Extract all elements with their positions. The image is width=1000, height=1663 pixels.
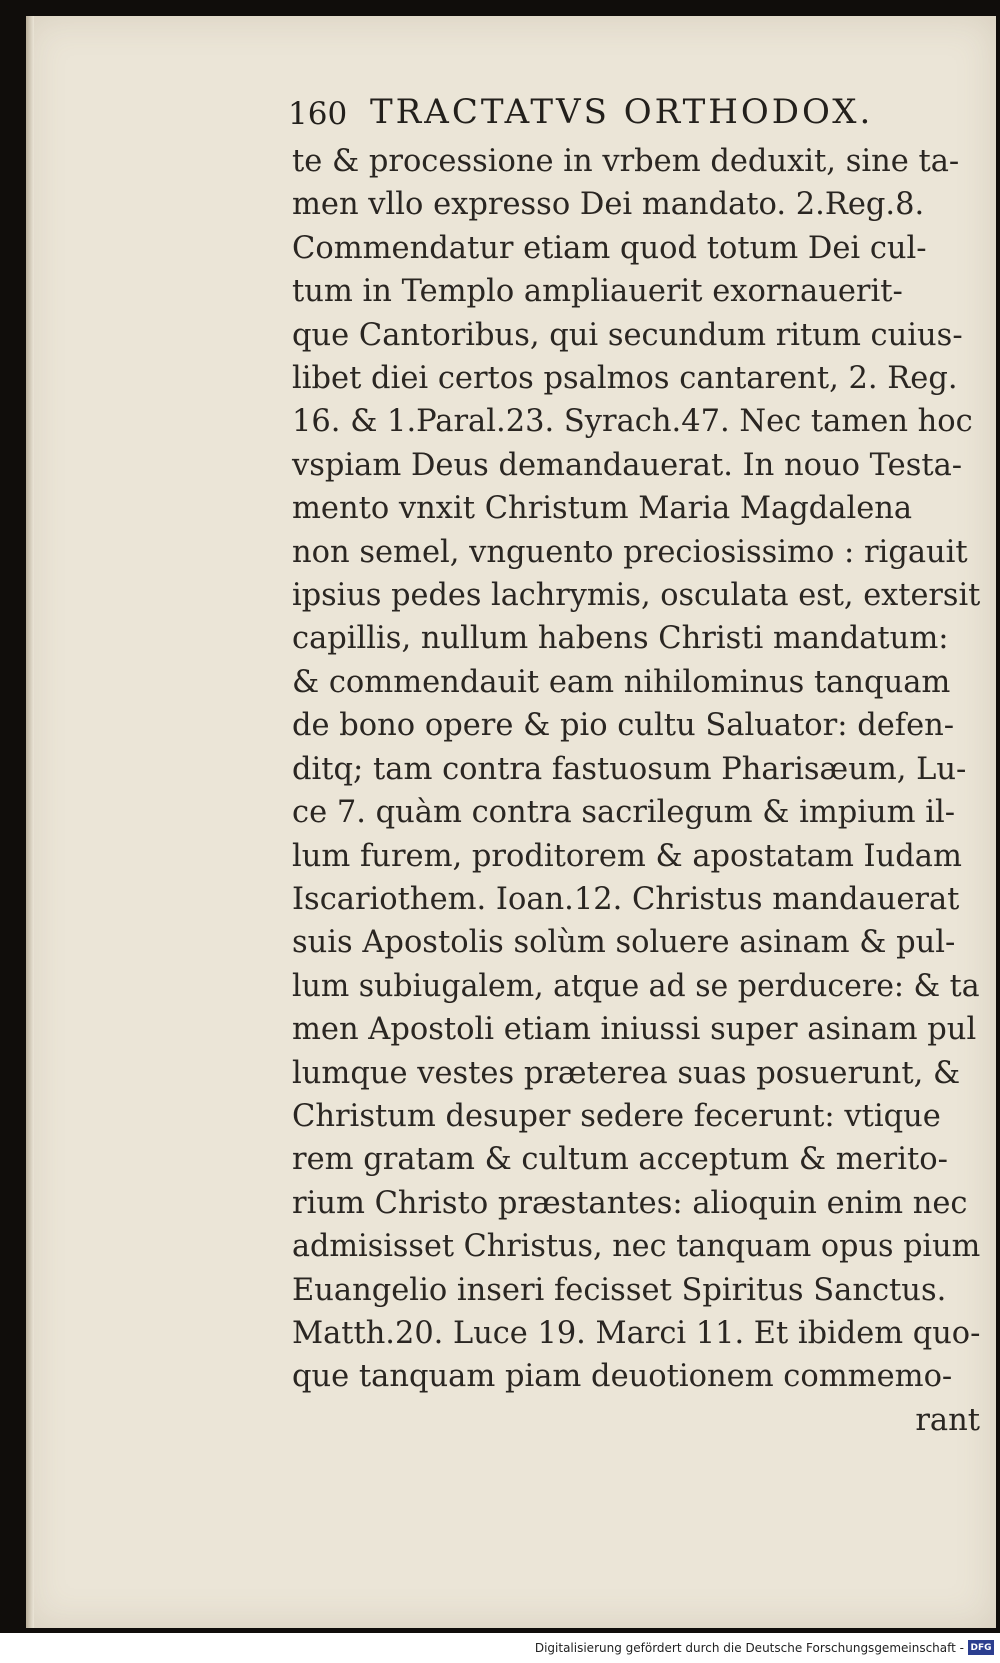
text-line: que tanquam piam deuotionem commemo- xyxy=(292,1359,953,1395)
text-line: te & processione in vrbem deduxit, sine ta- xyxy=(292,144,960,179)
text-line: mento vnxit Christum Maria Magdalena xyxy=(292,491,913,527)
text-line: que Cantoribus, qui secundum ritum cuius- xyxy=(292,317,963,353)
text-line: non semel, vnguento preciosissimo : rigauit xyxy=(292,534,968,570)
body-text xyxy=(292,140,980,1442)
text-line: capillis, nullum habens Christi mandatum: xyxy=(292,621,949,657)
text-line: suis Apostolis solùm soluere asinam & pul- xyxy=(292,925,956,961)
text-line: Iscariothem. Ioan.12. Christus mandauerat xyxy=(292,881,960,917)
funding-credit: Digitalisierung gefördert durch die Deutsche Forschungsgemeinschaft - xyxy=(534,1641,964,1655)
text-line: admisisset Christus, nec tanquam opus pium xyxy=(292,1229,981,1265)
text-line: & commendauit eam nihilominus tanquam xyxy=(292,664,951,700)
text-line: men Apostoli etiam iniussi super asinam pul xyxy=(292,1012,977,1048)
text-line: 16. & 1.Paral.23. Syrach.47. Nec tamen hoc xyxy=(292,404,973,440)
text-line: de bono opere & pio cultu Saluator: defen- xyxy=(292,708,955,744)
dfg-logo-icon: DFG xyxy=(968,1640,994,1655)
text-line: Euangelio inseri fecisset Spiritus Sanctus. xyxy=(292,1272,947,1308)
page-number: 160 xyxy=(288,96,348,132)
text-line: ce 7. quàm contra sacrilegum & impium il- xyxy=(292,795,956,831)
text-line: lumque vestes præterea suas posuerunt, & xyxy=(292,1055,961,1091)
digitization-footer xyxy=(0,1633,1000,1663)
catchword: rant xyxy=(915,1402,980,1438)
text-line: Matth.20. Luce 19. Marci 11. Et ibidem quo- xyxy=(292,1315,981,1351)
text-line: lum subiugalem, atque ad se perducere: & ta xyxy=(292,968,980,1004)
text-line: tum in Templo ampliauerit exornauerit- xyxy=(292,274,903,310)
page-gutter-shadow xyxy=(26,16,34,1628)
text-line: rium Christo præstantes: alioquin enim nec xyxy=(292,1185,968,1221)
text-line: men vllo expresso Dei mandato. 2.Reg.8. xyxy=(292,187,925,223)
text-line: vspiam Deus demandauerat. In nouo Testa- xyxy=(292,447,963,483)
page-header xyxy=(288,92,938,140)
text-line: lum furem, proditorem & apostatam Iudam xyxy=(292,838,962,874)
text-line: rem gratam & cultum acceptum & merito- xyxy=(292,1142,948,1178)
text-line: ipsius pedes lachrymis, osculata est, extersit xyxy=(292,578,981,614)
text-line: libet diei certos psalmos cantarent, 2. Reg. xyxy=(292,361,958,397)
text-line: ditq; tam contra fastuosum Pharisæum, Lu- xyxy=(292,751,967,787)
running-title: TRACTATVS ORTHODOX. xyxy=(370,92,874,132)
text-line: Christum desuper sedere fecerunt: vtique xyxy=(292,1098,941,1134)
text-line: Commendatur etiam quod totum Dei cul- xyxy=(292,230,927,266)
